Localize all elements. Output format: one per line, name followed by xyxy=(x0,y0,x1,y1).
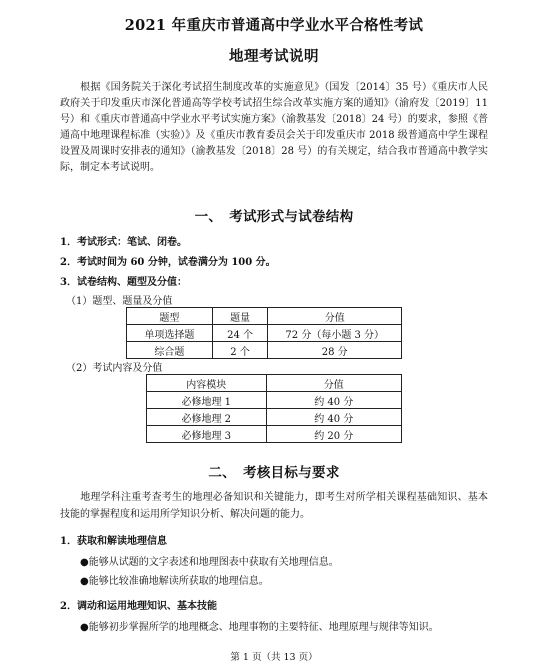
intro-text: 根据《国务院关于深化考试招生制度改革的实施意见》（国发〔2014〕35 号）《重庆市人民政府关于印发重庆市深化普通高等学校考试招生综合改革实施方案的通知》（渝府发〔2019〕11 号）和《重庆市普通高中学业水平考试实施方案》（渝教基发〔2018〕24 号）的要求，参照《普通高中地理课程标准（实验）》及《重庆市教育委员会关于印发重庆市 2018 级普通高中学生课程设置及周课时安排表的通知》（渝教基发〔2018〕28 号）的有关规定，结合我市普通高中教学实际，制定本考试说明。 xyxy=(60,82,488,173)
page-footer: 第 1 页（共 13 页） xyxy=(230,652,318,663)
section-1-item-2: 2．考试时间为 60 分钟，试卷满分为 100 分。 xyxy=(60,257,276,268)
section-2-heading: 二、 考核目标与要求 xyxy=(208,465,340,481)
table-header-cell: 分值 xyxy=(266,375,401,392)
section-2-paragraph-text: 地理学科注重考查考生的地理必备知识和关键能力，即考生对所学相关课程基础知识、基本技能的掌握程度和运用所学知识分析、解决问题的能力。 xyxy=(60,492,488,520)
section-2-paragraph xyxy=(60,489,488,523)
table-cell: 72 分（每小题 3 分） xyxy=(268,325,402,342)
section-1-sub-2: （2）考试内容及分值 xyxy=(66,363,163,374)
table-row xyxy=(127,325,402,342)
table-row xyxy=(127,342,402,359)
table-cell: 单项选择题 xyxy=(127,325,213,342)
section-2-item-2: 2．调动和运用地理知识、基本技能 xyxy=(60,601,217,612)
table-header-row xyxy=(127,308,402,325)
table-row xyxy=(147,392,402,409)
table-cell: 约 20 分 xyxy=(266,426,401,443)
section-1-sub-1: （1）题型、题量及分值 xyxy=(66,296,173,307)
table-cell: 综合题 xyxy=(127,342,213,359)
table-row xyxy=(147,426,402,443)
bullet-item: ●能够初步掌握所学的地理概念、地理事物的主要特征、地理原理与规律等知识。 xyxy=(80,622,439,633)
table-header-cell: 题量 xyxy=(212,308,268,325)
table-header-cell: 题型 xyxy=(127,308,213,325)
table-header-cell: 分值 xyxy=(268,308,402,325)
content-module-table xyxy=(146,374,402,443)
page-title: 2021 年重庆市普通高中学业水平合格性考试 xyxy=(124,17,424,34)
table-cell: 2 个 xyxy=(212,342,268,359)
intro-paragraph xyxy=(60,80,488,176)
table-row xyxy=(147,409,402,426)
table-header-cell: 内容模块 xyxy=(147,375,267,392)
table-cell: 约 40 分 xyxy=(266,392,401,409)
page-subtitle: 地理考试说明 xyxy=(229,48,319,65)
bullet-item: ●能够从试题的文字表述和地理图表中获取有关地理信息。 xyxy=(80,557,339,568)
section-2-item-1: 1．获取和解读地理信息 xyxy=(60,536,167,547)
section-1-item-3: 3．试卷结构、题型及分值： xyxy=(60,277,187,288)
table-cell: 必修地理 3 xyxy=(147,426,267,443)
table-header-row xyxy=(147,375,402,392)
section-1-item-1: 1．考试形式：笔试、闭卷。 xyxy=(60,237,187,248)
table-cell: 必修地理 2 xyxy=(147,409,267,426)
section-1-heading: 一、 考试形式与试卷结构 xyxy=(194,209,354,225)
table-cell: 24 个 xyxy=(212,325,268,342)
table-cell: 28 分 xyxy=(268,342,402,359)
table-cell: 必修地理 1 xyxy=(147,392,267,409)
bullet-item: ●能够比较准确地解读所获取的地理信息。 xyxy=(80,576,269,587)
table-cell: 约 40 分 xyxy=(266,409,401,426)
question-type-table xyxy=(126,307,402,359)
